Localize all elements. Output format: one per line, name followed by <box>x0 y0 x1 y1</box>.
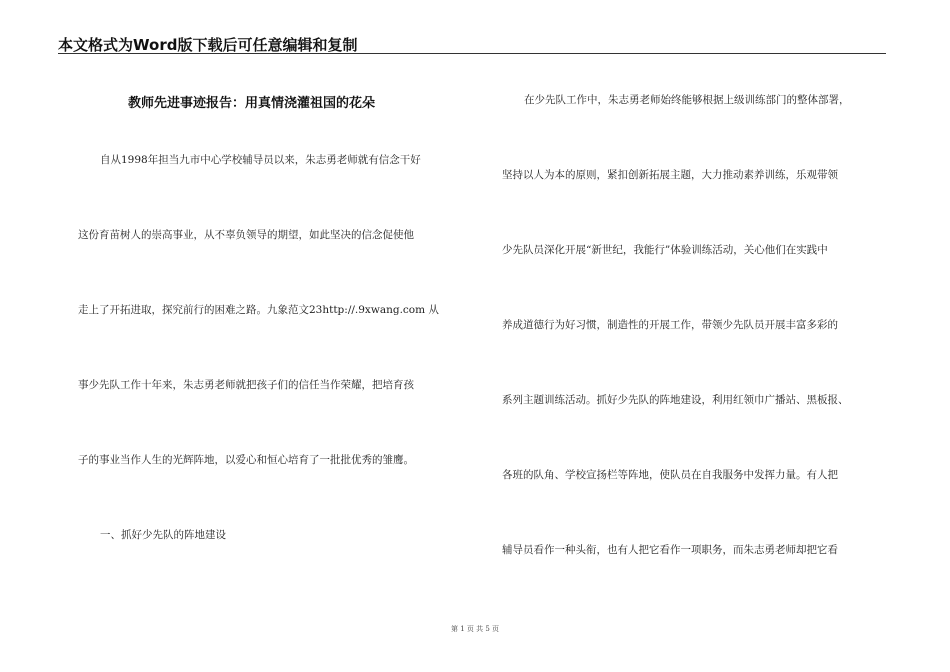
page-number: 第 1 页 共 5 页 <box>450 625 500 633</box>
paragraph-line: 系列主题训练活动。抓好少先队的阵地建设，利用红领巾广播站、黑板报、 <box>502 394 849 406</box>
paragraph-line: 自从1998年担当九市中心学校辅导员以来，朱志勇老师就有信念干好 <box>100 154 421 166</box>
page-header: 本文格式为Word版下载后可任意编辑和复制 <box>58 36 358 54</box>
section-heading: 一、抓好少先队的阵地建设 <box>100 529 226 541</box>
document-title: 教师先进事迹报告：用真情浇灌祖国的花朵 <box>128 96 376 111</box>
paragraph-line: 养成道德行为好习惯，制造性的开展工作，带领少先队员开展丰富多彩的 <box>502 319 838 331</box>
paragraph-line: 子的事业当作人生的光辉阵地，以爱心和恒心培育了一批批优秀的雏鹰。 <box>78 454 414 466</box>
paragraph-line: 在少先队工作中，朱志勇老师始终能够根据上级训练部门的整体部署， <box>524 94 850 106</box>
paragraph-line: 事少先队工作十年来，朱志勇老师就把孩子们的信任当作荣耀，把培育孩 <box>78 379 414 391</box>
paragraph-line: 辅导员看作一种头衔，也有人把它看作一项职务，而朱志勇老师却把它看 <box>502 544 838 556</box>
paragraph-line: 坚持以人为本的原则，紧扣创新拓展主题，大力推动素养训练，乐观带领 <box>502 169 838 181</box>
paragraph-line: 各班的队角、学校宣扬栏等阵地，使队员在自我服务中发挥力量。有人把 <box>502 469 838 481</box>
paragraph-line: 走上了开拓进取，探究前行的困难之路。九象范文23http://.9xwang.com 从 <box>78 304 439 316</box>
paragraph-line: 这份育苗树人的崇高事业，从不辜负领导的期望，如此坚决的信念促使他 <box>78 229 414 241</box>
header-divider <box>58 53 886 54</box>
paragraph-line: 少先队员深化开展“新世纪，我能行”体验训练活动，关心他们在实践中 <box>502 244 828 256</box>
